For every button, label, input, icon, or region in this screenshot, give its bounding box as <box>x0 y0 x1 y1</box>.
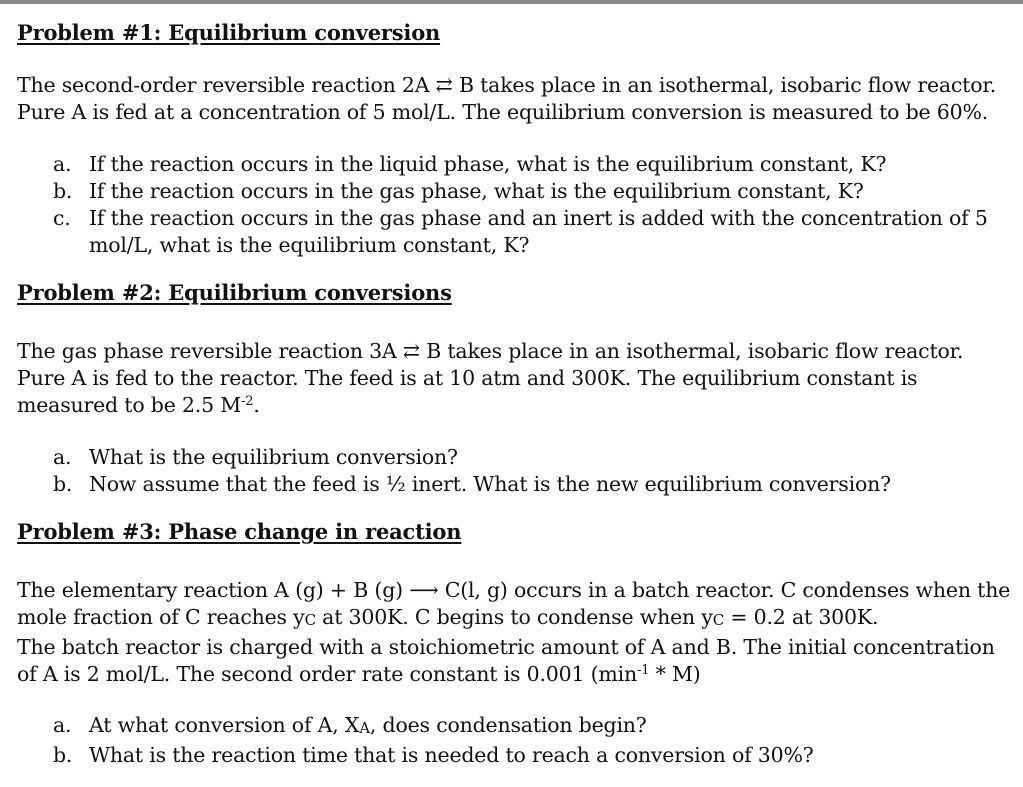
question-text: , does condensation begin? <box>369 713 647 737</box>
problem-1-heading: Problem #1: Equilibrium conversion <box>17 20 441 45</box>
top-border <box>0 0 1023 4</box>
exponent: -2 <box>241 394 254 409</box>
question-3b: What is the reaction time that is needed to reach a conversion of 30%? <box>89 743 814 767</box>
problem-3-questions <box>17 712 1012 769</box>
list-item <box>17 444 1012 471</box>
question-1c: If the reaction occurs in the gas phase and an inert is added with the concentration of 5 mol/L, what is the equilibrium constant, K? <box>89 206 988 257</box>
list-marker: b. <box>53 743 73 767</box>
subscript: A <box>359 719 370 737</box>
list-item <box>17 151 1012 178</box>
problem-2-intro-end: . <box>253 393 260 417</box>
question-2b: Now assume that the feed is ½ inert. What is the new equilibrium conversion? <box>89 472 891 496</box>
problem-3-text: The elementary reaction A (g) + B (g) ⟶ C(l, g) occurs in a batch reactor. C condenses when the mole fraction of C reaches y <box>17 578 1011 629</box>
exponent: -1 <box>637 663 650 678</box>
problem-3-text: * M) <box>649 662 701 686</box>
problem-3-text: = 0.2 at 300K. <box>724 605 879 629</box>
problem-2-intro <box>17 338 1012 419</box>
question-text: At what conversion of A, X <box>89 713 360 737</box>
list-item <box>17 205 1012 259</box>
question-2a: What is the equilibrium conversion? <box>89 445 458 469</box>
list-marker: c. <box>53 206 71 230</box>
question-3a <box>89 712 1012 742</box>
problem-3-text: at 300K. C begins to condense when y <box>315 605 713 629</box>
problem-3-heading: Problem #3: Phase change in reaction <box>17 519 462 544</box>
problem-3-intro <box>17 577 1012 634</box>
problem-3-text: The batch reactor is charged with a stoichiometric amount of A and B. The initial concentration of A is 2 mol/L. The second order rate constant is 0.001 (min <box>17 635 995 686</box>
list-marker: b. <box>53 472 73 496</box>
list-marker: a. <box>53 152 72 176</box>
question-1b: If the reaction occurs in the gas phase, what is the equilibrium constant, K? <box>89 179 864 203</box>
problem-2-intro-text: The gas phase reversible reaction 3A ⇄ B takes place in an isothermal, isobaric flow reactor. Pure A is fed to the reactor. The feed is at 10 atm and 300K. The equilibrium constant is measured to be 2.5 M <box>17 339 964 417</box>
problem-2-heading: Problem #2: Equilibrium conversions <box>17 280 452 305</box>
list-marker: a. <box>53 713 72 737</box>
problem-3-conditions <box>17 634 1012 688</box>
problem-2-questions <box>17 444 1012 498</box>
list-marker: a. <box>53 445 72 469</box>
document-body <box>17 16 1012 769</box>
question-1a: If the reaction occurs in the liquid phase, what is the equilibrium constant, K? <box>89 152 887 176</box>
problem-1-intro: The second-order reversible reaction 2A ⇄ B takes place in an isothermal, isobaric flow reactor. Pure A is fed at a concentration of 5 mol/L. The equilibrium conversion is measured to be 60%. <box>17 73 997 124</box>
list-item <box>17 742 1012 769</box>
subscript: C <box>304 611 316 629</box>
list-item <box>17 178 1012 205</box>
list-marker: b. <box>53 179 73 203</box>
problem-1-questions <box>17 151 1012 259</box>
list-item <box>17 712 1012 742</box>
subscript: C <box>712 611 725 629</box>
list-item <box>17 471 1012 498</box>
